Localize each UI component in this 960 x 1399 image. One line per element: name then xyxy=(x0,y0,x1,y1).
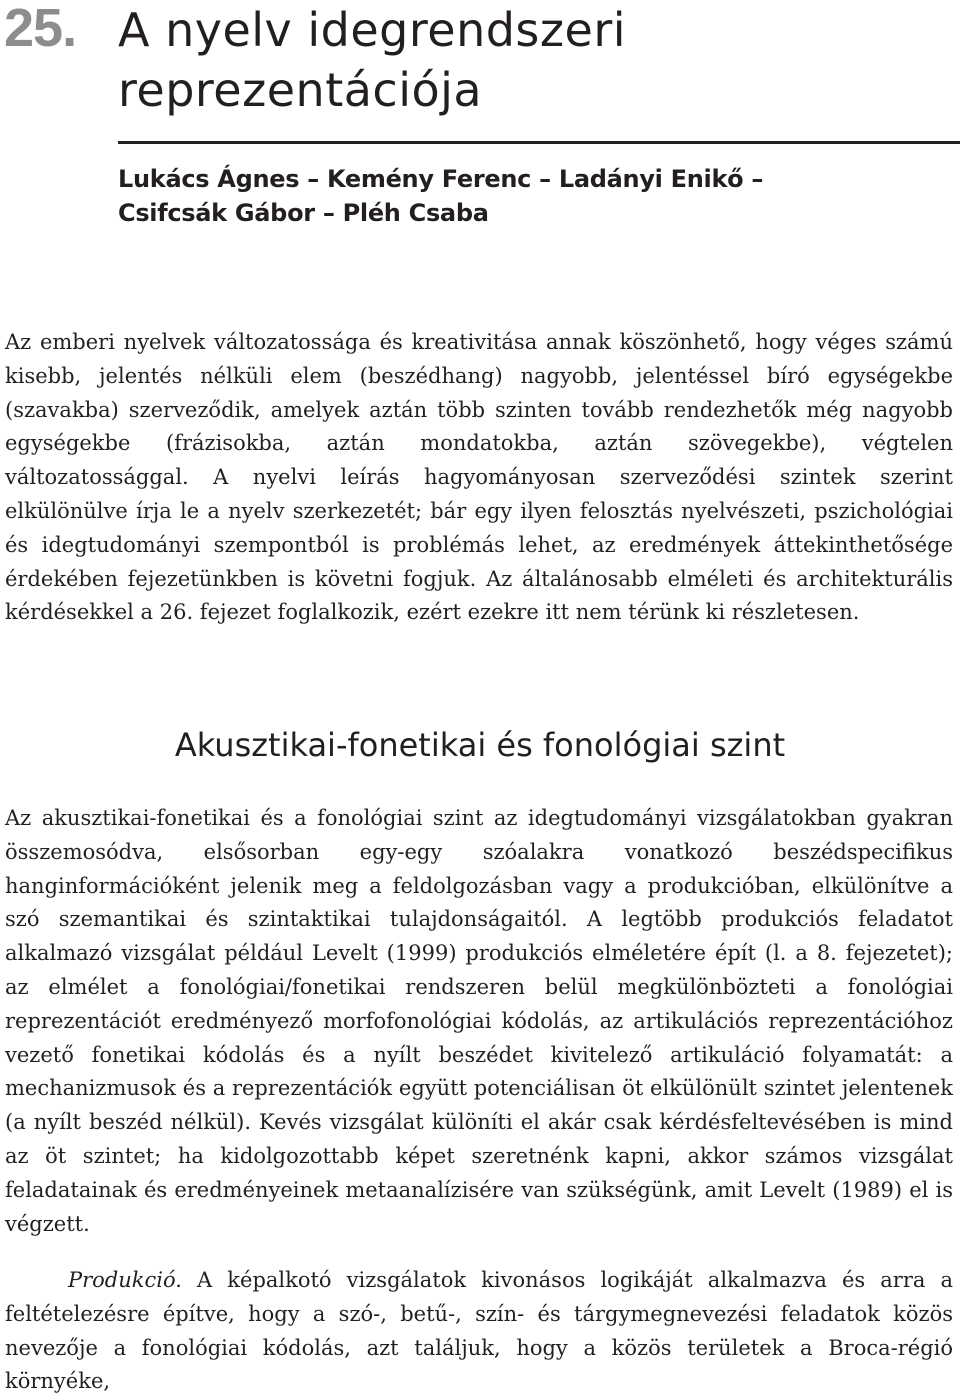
production-paragraph-text: A képalkotó vizsgálatok kivonásos logikáját alkalmazva és arra a feltételezésre építve, hogy a szó-, betű-, szín- és tárgymegnevezési feladatok közös nevezője a fonológiai kódolás, azt találjuk, hogy a közös területek a Broca-régió környéke, xyxy=(5,1268,953,1394)
section-heading: Akusztikai-fonetikai és fonológiai szint xyxy=(174,726,786,764)
run-in-heading: Produkció. xyxy=(68,1268,182,1292)
author-list: Lukács Ágnes – Kemény Ferenc – Ladányi Enikő – Csifcsák Gábor – Pléh Csaba xyxy=(118,165,764,227)
production-paragraph xyxy=(5,1264,953,1399)
chapter-title: A nyelv idegrendszeri reprezentációja xyxy=(118,3,627,117)
intro-paragraph: Az emberi nyelvek változatossága és kreativitása annak köszönhető, hogy véges számú kisebb, jelentés nélküli elem (beszédhang) nagyobb, jelentéssel bíró egységekbe (szavakba) szerveződik, amelyek aztán több szinten tovább rendezhetők még nagyobb egységekbe (frázisokba, aztán mondatokba, aztán szövegekbe), végtelen változatossággal. A nyelvi leírás hagyományosan szerveződési szintek szerint elkülönülve írja le a nyelv szerkezetét; bár egy ilyen felosztás nyelvészeti, pszichológiai és idegtudományi szempontból is problémás lehet, az eredmények áttekinthetősége érdekében fejezetünkben is követni fogjuk. Az általánosabb elméleti és architekturális kérdésekkel a 26. fejezet foglalkozik, ezért ezekre itt nem térünk ki részletesen. xyxy=(5,330,953,625)
title-rule xyxy=(118,141,960,144)
chapter-number: 25. xyxy=(4,0,77,58)
section-paragraph: Az akusztikai-fonetikai és a fonológiai szint az idegtudományi vizsgálatokban gyakran összemosódva, elsősorban egy-egy szóalakra vonatkozó beszédspecifikus hanginformációként jelenik meg a feldolgozásban vagy a produkcióban, elkülönítve a szó szemantikai és szintaktikai tulajdonságaitól. A legtöbb produkciós feladatot alkalmazó vizsgálat például Levelt (1999) produkciós elméletére épít (l. a 8. fejezetet); az elmélet a fonológiai/fonetikai rendszeren belül megkülönbözteti a fonológiai reprezentációt eredményező morfofonológiai kódolás, az artikulációs reprezentációhoz vezető fonetikai kódolás és a nyílt beszédet kivitelező artikuláció folyamatát: a mechanizmusok és a reprezentációk együtt potenciálisan öt elkülönült szintet jelentenek (a nyílt beszéd nélkül). Kevés vizsgálat különíti el akár csak kérdésfeltevésében is mind az öt szintet; ha kidolgozottabb képet szeretnénk kapni, akkor számos vizsgálat feladatainak és eredményeinek metaanalízisére van szükségünk, amit Levelt (1989) el is végzett. xyxy=(5,806,953,1236)
